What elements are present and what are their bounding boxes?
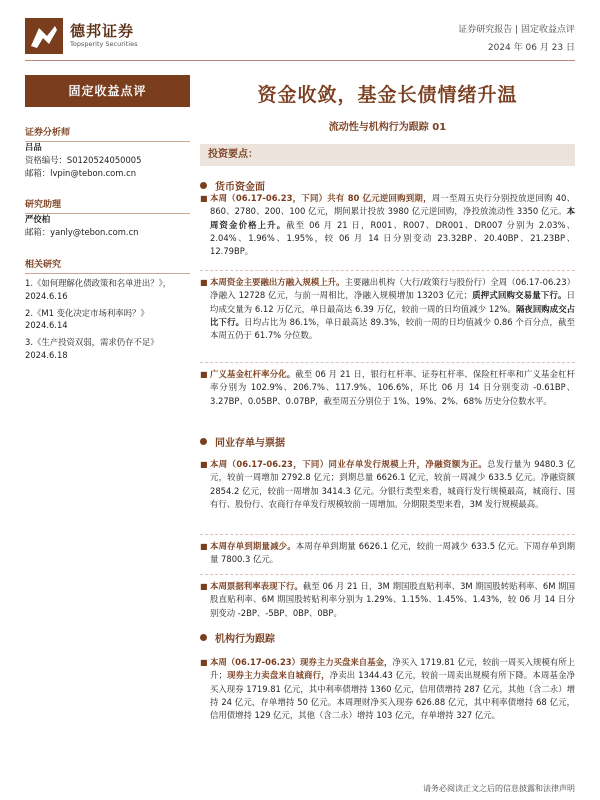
paragraph-leverage: ■ 广义基金杠杆率分化。截至 06 月 21 日，银行杠杆率、证券杠杆率、保险杠杆率和广义基金杠杆率分别为 102.9%、206.7%、117.9%、106.6%，环比 06 月 14 日分别变动 -0.61BP、3.27BP、0.05BP、0.07BP，截至周五分别位于 1%、19%、2%、68% 历史分位数水平。 bbox=[200, 369, 575, 406]
key-points-bar: 投资要点： bbox=[200, 144, 575, 166]
sidebar-banner: 固定收益点评 bbox=[25, 75, 190, 107]
related-item[interactable]: 2.《M1 变化决定市场利率吗？》2024.6.14 bbox=[25, 307, 149, 331]
bullet-icon bbox=[200, 182, 207, 189]
section-heading: 机构行为跟踪 bbox=[200, 630, 575, 645]
square-bullet-icon: ■ bbox=[200, 658, 208, 667]
related-heading: 相关研究 bbox=[25, 257, 190, 274]
bullet-icon bbox=[200, 438, 207, 445]
analyst-email[interactable]: 邮箱：lvpin@tebon.com.cn bbox=[25, 167, 137, 178]
page-header bbox=[0, 0, 600, 64]
section-heading: 货币资金面 bbox=[200, 178, 575, 193]
square-bullet-icon: ■ bbox=[200, 278, 208, 287]
page-subtitle: 流动性与机构行为跟踪 01 bbox=[328, 122, 447, 133]
paragraph-bills: ■ 本周票据利率表现下行。截至 06 月 21 日，3M 期国股直贴利率、3M 期国股转贴利率、6M 期国股直贴利率、6M 期国股转贴利率分别为 1.29%、1.15%、1.45%、1.43%，较 06 月 14 日分别变动 -2BP、-5BP、0BP、0BP。 bbox=[200, 581, 575, 618]
footer-disclaimer: 请务必阅读正文之后的信息披露和法律声明 bbox=[423, 784, 575, 793]
square-bullet-icon: ■ bbox=[200, 542, 208, 551]
section-divider bbox=[200, 362, 575, 363]
paragraph-lenders: ■ 本周资金主要融出方融入规模上升。主要融出机构（大行/政策行与股份行）全周（06.17-06.23）净融入 12728 亿元，与前一周相比，净融入规模增加 13203 亿元；质押式回购交易量下行。日均成交量为 6.12 万亿元，单日最高达 6.39 万亿，较前一周的日均值减少 12%。隔夜回购成交占比下行。日均占比为 86.1%，单日最高达 89.3%，较前一周的日均值减少 0.86 个百分点，截至本周五仍于 61.7% 分位数。 bbox=[200, 277, 576, 341]
assistant-heading: 研究助理 bbox=[25, 197, 190, 214]
section-heading: 同业存单与票据 bbox=[200, 434, 575, 449]
assistant-name: 严佼柏 bbox=[25, 214, 51, 224]
section-divider bbox=[200, 534, 575, 535]
logo-text: 德邦证券 bbox=[70, 22, 135, 40]
assistant-info bbox=[25, 213, 190, 239]
analyst-heading: 证券分析师 bbox=[25, 125, 190, 142]
header-divider bbox=[25, 60, 575, 61]
related-item[interactable]: 3.《生产投资双弱，需求仍存不足》2024.6.18 bbox=[25, 337, 159, 360]
analyst-cert: 资格编号：S0120524050005 bbox=[25, 154, 142, 165]
report-type: 证券研究报告 | 固定收益点评 bbox=[458, 25, 575, 35]
section-divider bbox=[200, 270, 575, 271]
paragraph-cd-issuance: ■ 本周（06.17-06.23，下同）同业存单发行规模上升，净融资额为正。总发行量为 9480.3 亿元，较前一周增加 2792.8 亿元；到期总量 6626.1 亿元，较前一周减少 633.5 亿元。净融资额 2854.2 亿元，较前一周增加 3414.3 亿元。分银行类型来看，城商行发行规模最高，城商行、国有行、股份行、农商行存单发行规模较前一周增加。分期限类型来看，3M 发行规模最高。 bbox=[200, 459, 575, 509]
report-date: 2024 年 06 月 23 日 bbox=[487, 43, 575, 53]
analyst-info bbox=[25, 141, 190, 179]
page-title: 资金收敛，基金长债情绪升温 bbox=[257, 84, 518, 106]
related-item[interactable]: 1.《如何理解化债政策和名单进出？》，2024.6.16 bbox=[25, 278, 172, 301]
logo-subtext: Topsperity Securities bbox=[70, 40, 138, 48]
paragraph-money: ■ 本周（06.17-06.23，下同）共有 80 亿元逆回购到期，周一至周五央行分别投放逆回购 40、860、2780、200、100 亿元，期间累计投放 3980 亿元逆回购，净投放流动性 3350 亿元。本周资金价格上升。截至 06 月 21 日，R001、R007、DR001、DR007 分别为 2.03%、2.04%、1.96%、1.95%，较 06 月 14 日分别变动 23.32BP、20.40BP、21.23BP、12.79BP。 bbox=[200, 193, 576, 257]
logo-icon bbox=[25, 18, 63, 54]
paragraph-cd-maturity: ■ 本周存单到期量减少。本周存单到期量 6626.1 亿元，较前一周减少 633.5 亿元。下周存单到期量 7800.3 亿元。 bbox=[200, 541, 575, 565]
square-bullet-icon: ■ bbox=[200, 460, 208, 469]
section-divider bbox=[200, 574, 575, 575]
square-bullet-icon: ■ bbox=[200, 370, 208, 379]
related-list bbox=[25, 277, 190, 362]
square-bullet-icon: ■ bbox=[200, 194, 208, 203]
paragraph-institutions: ■ 本周（06.17-06.23）现券主力买盘来自基金，净买入 1719.81 亿元，较前一周买入规模有所上升；现券主力卖盘来自城商行，净卖出 1344.43 亿元，较前一周卖出规模有所下降。本周基金净买入现券 1719.81 亿元，其中利率债增持 1360 亿元，信用债增持 287 亿元，其他（含二永）增持 24 亿元，存单增持 50 亿元。本周理财净买入现券 626.88 亿元，其中利率债增持 68 亿元，信用债增持 129 亿元，其他（含二永）增持 103 亿元，存单增持 327 亿元。 bbox=[200, 657, 576, 721]
square-bullet-icon: ■ bbox=[200, 582, 208, 591]
assistant-email[interactable]: 邮箱：yanly@tebon.com.cn bbox=[25, 226, 139, 237]
analyst-name: 吕品 bbox=[25, 142, 42, 152]
bullet-icon bbox=[200, 634, 207, 641]
